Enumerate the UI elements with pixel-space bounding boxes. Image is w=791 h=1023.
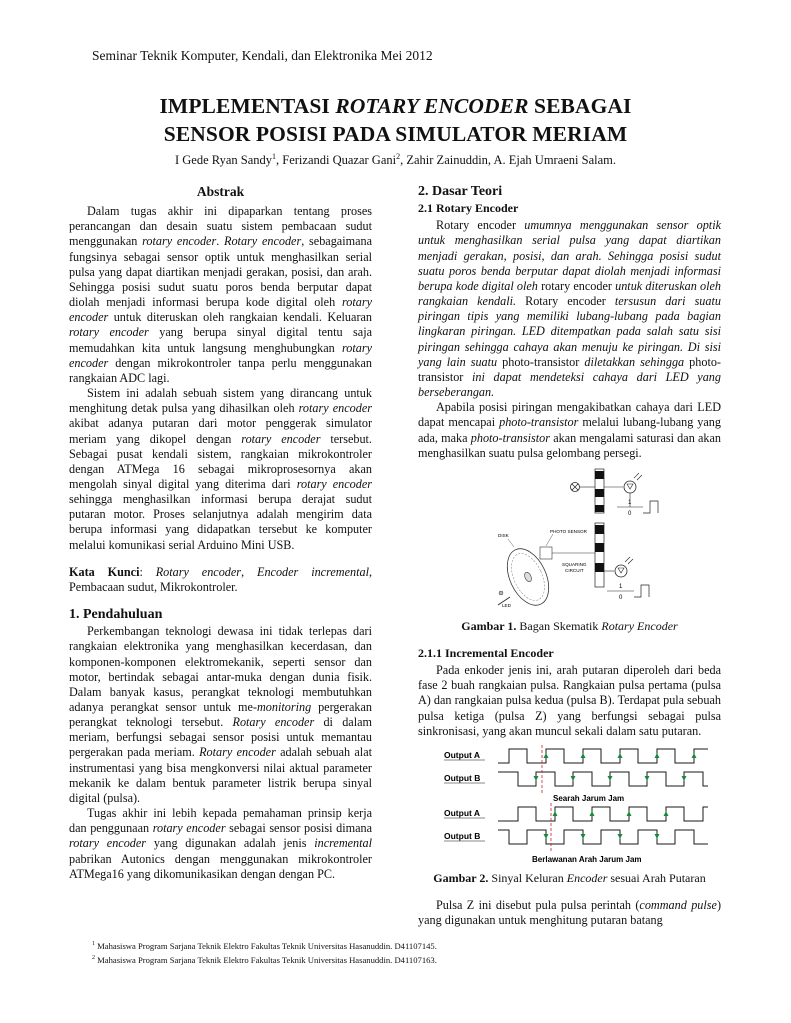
title-part: SEBAGAI xyxy=(528,94,632,118)
left-column xyxy=(69,184,372,882)
edge-arrow-icon xyxy=(618,834,623,839)
edge-arrow-icon xyxy=(655,834,660,839)
section-1-paragraph-1: Perkembangan teknologi dewasa ini tidak terlepas dari rangkaian elektronika yang menghasilkan kecerdasan, dan komponen-komponen elektromekanik, seperti sensor dan motor, bertindak sebagai antar-muka dengan dunia fisik. Dalam banyak kasus, perangkat teknologi membutuhkan adanya perangkat sensor untuk me-monitoring pergerakan perangkat teknologi tersebut. Rotary encoder di dalam meriam, berfungsi sebagai sensor posisi untuk memantau pergerakan pada meriam. Rotary encoder adalah sebuah alat instrumentasi yang bisa mengkonversi nilai aktual parameter mekanik ke dalam bentuk parameter listrik berupa sinyal digital (pulsa). xyxy=(69,624,372,805)
photo-sensor-block xyxy=(540,547,552,559)
pulse-level-high: 1 xyxy=(628,499,632,506)
edge-arrow-icon xyxy=(544,834,549,839)
output-b-label: Output B xyxy=(444,772,481,783)
led-label: LED xyxy=(502,602,511,608)
footnote-1: $^1$ Mahasiswa Program Sarjana Teknik Elektro Fakultas Teknik Universitas Hasanuddin. D41107145. xyxy=(92,940,437,951)
abstract-heading: Abstrak xyxy=(196,184,245,199)
waveform-cw-b xyxy=(498,772,708,786)
keywords-list: : Rotary encoder, Encoder incremental, Pembacaan sudut, Mikrokontroler. xyxy=(69,564,373,594)
title-italic-part: ROTARY ENCODER xyxy=(335,94,529,118)
pulse-level-low: 0 xyxy=(628,510,632,517)
pulse-level-low: 0 xyxy=(619,594,623,601)
footnotes xyxy=(92,938,437,966)
author-list xyxy=(60,152,731,168)
circuit-label: CIRCUIT xyxy=(565,567,584,573)
top-encoder-assembly xyxy=(571,469,659,517)
section-2-paragraph-1: Rotary encoder umumnya menggunakan sensor optik untuk menghasilkan serial pulsa yang dapat diartikan menjadi gerakan, posisi, dan arah. Sehingga posisi sudut suatu poros benda berputar dapat diolah menjadi informasi berupa kode digital oleh rotary encoder untuk diteruskan oleh rangkaian kendali. Rotary encoder tersusun dari suatu piringan tipis yang memiliki lubang-lubang pada bagian lingkaran piringan. LED ditempatkan pada salah satu sisi piringan sehingga cahaya akan menuju ke piringan. Di sisi yang lain suatu photo-transistor diletakkan sehingga photo-transistor ini dapat mendeteksi cahaya dari LED yang berseberangan. xyxy=(418,218,721,400)
abstract-paragraph-2: Sistem ini adalah sebuah sistem yang dirancang untuk menghitung detak pulsa yang dihasilkan oleh rotary encoder akibat adanya putaran dari motor penggerak simulator meriam yang dikopel dengan rotary encoder tersebut. Sebagai pusat kendali sistem, rangkaian mikrokontroler dengan ATMega 16 sebagai mikroprosesornya akan mengolah sinyal digital yang diterima dari rotary encoder sehingga menghasilkan informasi berupa derajat sudut putaran motor. Proses selanjutnya adalah mengirim data berupa informasi yang didapatkan tersebut ke komputer melalui komunikasi serial Arduino Mini USB. xyxy=(69,386,372,552)
waveform-ccw-a xyxy=(498,807,708,821)
author-name: I Gede Ryan Sandy xyxy=(174,153,273,168)
edge-arrow-icon xyxy=(581,834,586,839)
title-part: IMPLEMENTASI xyxy=(159,94,336,118)
photo-transistor-icon xyxy=(624,481,636,493)
section-2-paragraph-2: Apabila posisi piringan mengakibatkan cahaya dari LED dapat mencapai photo-transistor melalui lubang-lubang yang ada, maka photo-transistor akan mengalami saturasi dan akan menghasilkan suatu pulsa gelombang persegi. xyxy=(418,400,721,460)
abstract-paragraph-1: Dalam tugas akhir ini dipaparkan tentang proses perancangan dan desain suatu sistem pembacaan sudut menggunakan rotary encoder. Rotary encoder, sebagaimana fungsinya sebagai sensor optik untuk menghasilkan serial pulsa yang dapat diartikan menjadi gerakan, posisi, dan arah. Sehingga posisi sudut suatu poros benda berputar dapat diolah menjadi informasi berupa kode digital oleh rotary encoder untuk diteruskan oleh rangkaian kendali. Keluaran rotary encoder yang berupa sinyal digital tentu saja memudahkan kita untuk langsung menghubungkan rotary encoder dengan mikrokontroler tanpa perlu menggunakan rangkaian ADC lagi. xyxy=(69,204,372,385)
figure-2-caption: Gambar 2. Sinyal Keluran Encoder sesuai Arah Putaran xyxy=(433,870,706,885)
edge-arrow-icon xyxy=(682,776,687,781)
output-a-label: Output A xyxy=(444,749,481,760)
photo-sensor-label: PHOTO SENSOR xyxy=(550,528,587,534)
encoder-schematic-svg xyxy=(418,467,721,617)
subsection-2-1-1-heading: 2.1.1 Incremental Encoder xyxy=(418,645,554,660)
paper-title xyxy=(60,92,731,148)
footnote-mark: 2 xyxy=(396,152,401,161)
output-b-label: Output B xyxy=(444,830,481,841)
led-icon xyxy=(499,591,503,595)
footnote-2: $^2$ Mahasiswa Program Sarjana Teknik Elektro Fakultas Teknik Universitas Hasanuddin. D41107163. xyxy=(92,954,437,965)
waveform-cw-a xyxy=(498,749,708,763)
waveform-ccw-b xyxy=(498,830,708,844)
square-pulse-icon xyxy=(634,585,649,597)
keywords xyxy=(69,565,372,595)
section-2-heading: 2. Dasar Teori xyxy=(418,184,503,199)
edge-arrow-icon xyxy=(553,811,558,816)
running-head: Seminar Teknik Komputer, Kendali, dan Elektronika Mei 2012 xyxy=(92,48,433,63)
edge-arrow-icon xyxy=(581,753,586,758)
edge-arrow-icon xyxy=(655,753,660,758)
subsection-2-1-heading: 2.1 Rotary Encoder xyxy=(418,201,519,216)
section-2-paragraph-4: Pulsa Z ini disebut pula pulsa perintah (command pulse) yang digunakan untuk menghitung putaran batang xyxy=(418,898,721,928)
edge-arrow-icon xyxy=(590,811,595,816)
edge-arrow-icon xyxy=(534,776,539,781)
figure-2-encoder-signals xyxy=(418,743,721,867)
author-name: , Ferizandi Quazar Gani xyxy=(276,153,397,168)
section-2-paragraph-3: Pada enkoder jenis ini, arah putaran diperoleh dari beda fase 2 buah rangkaian pulsa. Rangkaian pulsa pertama (pulsa A) dan rangkaian pulsa kedua (pulsa B). Terdapat pula sebuah pulsa ketiga (pulsa Z) yang berfungsi sebagai pulsa sinkronisasi, yang akan muncul sekali dalam satu putaran. xyxy=(418,663,721,738)
photo-transistor-icon xyxy=(615,565,627,577)
counter-clockwise-label: Berlawanan Arah Jarum Jam xyxy=(532,854,642,864)
keywords-label: Kata Kunci xyxy=(69,564,140,579)
footnote-mark: 1 xyxy=(272,152,277,161)
author-name: , Zahir Zainuddin, A. Ejah Umraeni Salam. xyxy=(400,153,617,168)
encoder-signal-svg xyxy=(418,743,721,867)
edge-arrow-icon xyxy=(664,811,669,816)
squaring-label: SQUARING xyxy=(562,561,587,567)
section-1-heading: 1. Pendahuluan xyxy=(69,607,163,623)
edge-arrow-icon xyxy=(571,776,576,781)
edge-arrow-icon xyxy=(692,753,697,758)
section-1-paragraph-2: Tugas akhir ini lebih kepada pemahaman prinsip kerja dan penggunaan rotary encoder sebagai sensor posisi dimana rotary encoder yang digunakan adalah jenis incremental pabrikan Autonics dengan menggunakan mikrokontroler ATMega16 yang dikomunikasikan dengan dengan PC. xyxy=(69,806,372,881)
edge-arrow-icon xyxy=(645,776,650,781)
edge-arrow-icon xyxy=(608,776,613,781)
output-a-label: Output A xyxy=(444,807,481,818)
square-pulse-icon xyxy=(643,501,658,513)
title-line-2: SENSOR POSISI PADA SIMULATOR MERIAM xyxy=(163,122,628,146)
bottom-encoder-assembly xyxy=(498,523,649,612)
figure-1-caption: Gambar 1. Bagan Skematik Rotary Encoder xyxy=(461,618,678,633)
pulse-level-high: 1 xyxy=(619,583,623,590)
clockwise-label: Searah Jarum Jam xyxy=(553,793,625,803)
edge-arrow-icon xyxy=(627,811,632,816)
disk-label: DISK xyxy=(498,532,509,538)
edge-arrow-icon xyxy=(544,753,549,758)
edge-arrow-icon xyxy=(618,753,623,758)
figure-1-rotary-encoder-schematic xyxy=(418,467,721,617)
right-column xyxy=(418,184,721,928)
